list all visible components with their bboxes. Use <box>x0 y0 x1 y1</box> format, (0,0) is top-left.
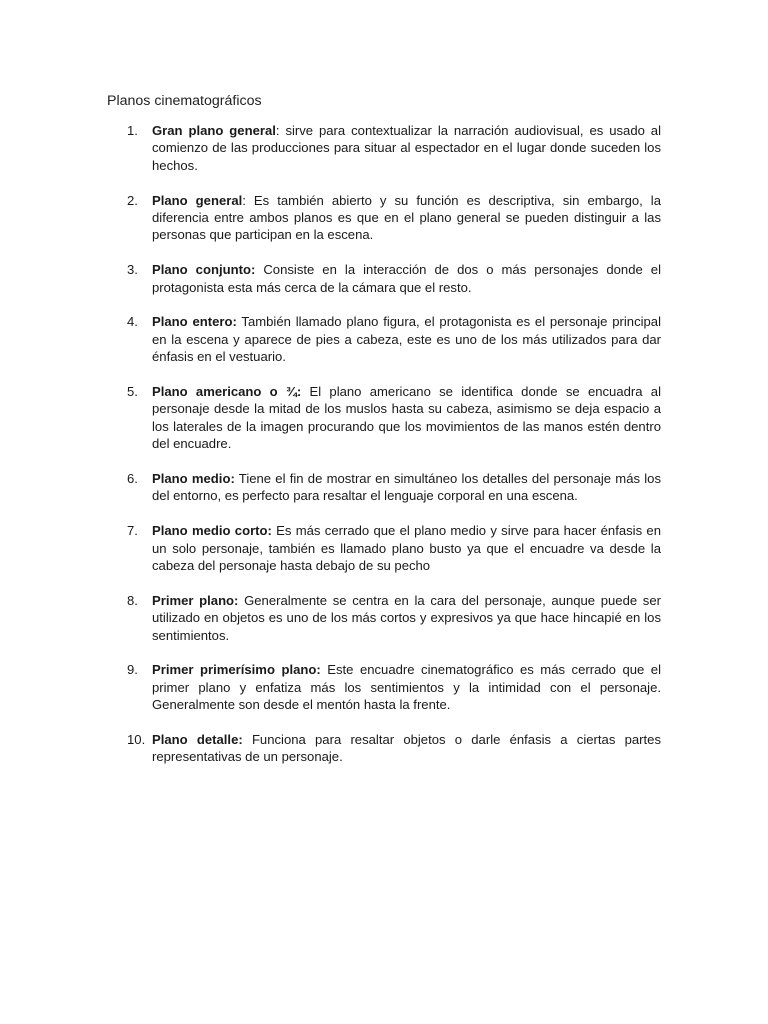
item-term: Plano detalle: <box>152 732 243 748</box>
item-text: Consiste en la interacción de dos o más personajes donde el protagonista esta más cerca de la cámara que el resto. <box>152 262 661 295</box>
list-item <box>127 731 661 766</box>
item-term: Plano americano o ¾: <box>152 384 302 400</box>
item-text: El plano americano se identifica donde se encuadra al personaje desde la mitad de los muslos hasta su cabeza, asimismo se deja espacio a los laterales de la imagen procurando que los movimientos de las manos estén dentro del encuadre. <box>152 384 661 452</box>
list-item <box>127 261 661 296</box>
item-number: 3. <box>127 262 138 278</box>
item-term: Plano medio: <box>152 471 235 487</box>
list-item <box>127 522 661 574</box>
list-item <box>127 661 661 713</box>
item-number: 4. <box>127 314 138 330</box>
list-item <box>127 122 661 174</box>
item-number: 10. <box>127 732 146 748</box>
list-item <box>127 313 661 365</box>
item-term: Plano conjunto: <box>152 262 256 278</box>
item-text: Tiene el fin de mostrar en simultáneo los detalles del personaje más los del entorno, es perfecto para resaltar el lenguaje corporal en una escena. <box>152 471 661 504</box>
item-number: 6. <box>127 471 138 487</box>
list-item <box>127 470 661 505</box>
item-number: 2. <box>127 192 138 208</box>
item-term: Plano medio corto: <box>152 523 272 539</box>
list-item <box>127 383 661 453</box>
item-text: : Es también abierto y su función es descriptiva, sin embargo, la diferencia entre ambos planos es que en el plano general se pueden distinguir a las personas que participan en la escena. <box>152 192 661 243</box>
item-term: Primer plano: <box>152 592 239 608</box>
list-item <box>127 592 661 644</box>
item-number: 1. <box>127 123 138 138</box>
plan-list <box>127 122 661 783</box>
item-text: Funciona para resaltar objetos o darle énfasis a ciertas partes representativas de un personaje. <box>152 732 661 765</box>
item-number: 5. <box>127 384 138 400</box>
item-number: 8. <box>127 592 138 608</box>
item-number: 7. <box>127 523 138 539</box>
item-number: 9. <box>127 662 138 678</box>
item-text: Generalmente se centra en la cara del personaje, aunque puede ser utilizado en objetos es uno de los más cortos y expresivos ya que hace hincapié en los sentimientos. <box>152 592 661 643</box>
item-text: : sirve para contextualizar la narración audiovisual, es usado al comienzo de las producciones para situar al espectador en el lugar donde suceden los hechos. <box>152 123 662 173</box>
item-term: Primer primerísimo plano: <box>152 662 321 678</box>
item-text: También llamado plano figura, el protagonista es el personaje principal en la escena y aparece de pies a cabeza, este es uno de los más utilizados para dar énfasis en el vestuario. <box>152 314 661 365</box>
list-item <box>127 192 661 244</box>
page-title: Planos cinematográficos <box>107 93 262 109</box>
item-text: Este encuadre cinematográfico es más cerrado que el primer plano y enfatiza más los sentimientos y la intimidad con el personaje. Generalmente son desde el mentón hasta la frente. <box>152 662 661 713</box>
item-term: Plano general <box>152 192 243 208</box>
item-term: Gran plano general <box>152 123 276 138</box>
item-text: Es más cerrado que el plano medio y sirve para hacer énfasis en un solo personaje, también es llamado plano busto ya que el encuadre va desde la cabeza del personaje hasta debajo de su pecho <box>152 523 661 574</box>
item-term: Plano entero: <box>152 314 237 330</box>
